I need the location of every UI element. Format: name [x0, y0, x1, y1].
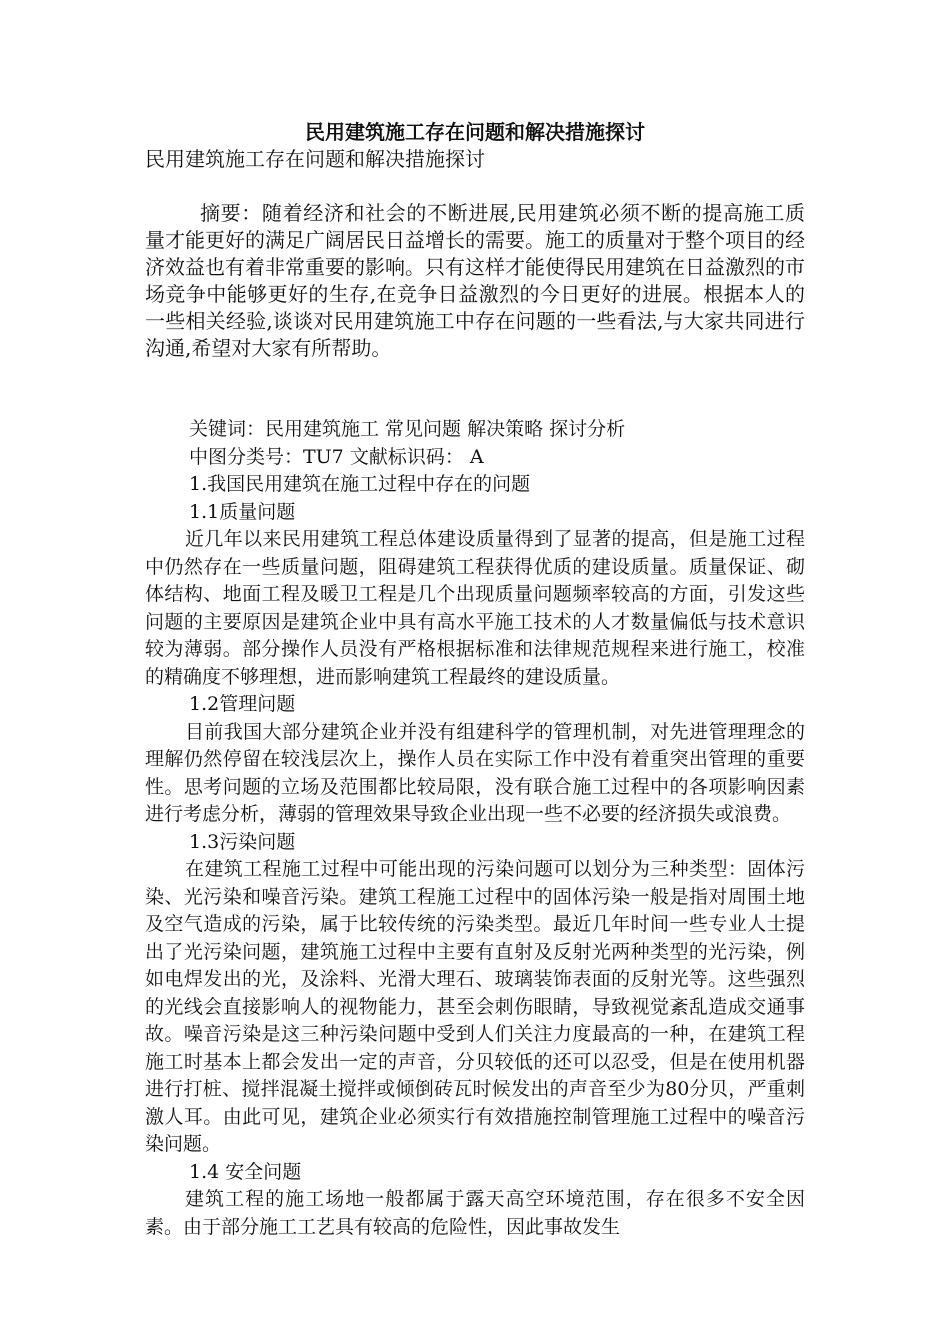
paragraph-quality: 近几年以来民用建筑工程总体建设质量得到了显著的提高，但是施工过程中仍然存在一些质量问题，阻碍建筑工程获得优质的建设质量。质量保证、砌体结构、地面工程及暖卫工程是几个出现质量问题频率较高的方面，引发这些问题的主要原因是建筑企业中具有高水平施工技术的人才数量偏低与技术意识较为薄弱。部分操作人员没有严格根据标准和法律规范规程来进行施工，校准的精确度不够理想，进而影响建筑工程最终的建设质量。	[145, 528, 805, 688]
subsection-heading-pollution: 1.3污染问题	[189, 830, 296, 853]
document-subtitle: 民用建筑施工存在问题和解决措施探讨	[145, 147, 485, 171]
subsection-heading-safety: 1.4 安全问题	[189, 1160, 302, 1183]
spacer	[145, 362, 805, 416]
section-heading: 1.我国民用建筑在施工过程中存在的问题	[189, 473, 531, 495]
paragraph-pollution: 在建筑工程施工过程中可能出现的污染问题可以划分为三种类型：固体污染、光污染和噪音污染。建筑工程施工过程中的固体污染一般是指对周围土地及空气造成的污染，属于比较传统的污染类型。最近几年时间一些专业人士提出了光污染问题，建筑施工过程中主要有直射及反射光两种类型的光污染，例如电焊发出的光，及涂料、光滑大理石、玻璃装饰表面的反射光等。这些强烈的光线会直接影响人的视物能力，甚至会刺伤眼睛，导致视觉紊乱造成交通事故。噪音污染是这三种污染问题中受到人们关注力度最高的一种，在建筑工程施工时基本上都会发出一定的声音，分贝较低的还可以忍受，但是在使用机器进行打桩、搅拌混凝土搅拌或倾倒砖瓦时候发出的声音至少为80分贝，严重刺激人耳。由此可见，建筑企业必须实行有效措施控制管理施工过程中的噪音污染问题。	[145, 858, 805, 1155]
paragraph-management: 目前我国大部分建筑企业并没有组建科学的管理机制，对先进管理理念的理解仍然停留在较浅层次上，操作人员在实际工作中没有着重突出管理的重要性。思考问题的立场及范围都比较局限，没有联合施工过程中的各项影响因素进行考虑分析，薄弱的管理效果导致企业出现一些不必要的经济损失或浪费。	[145, 720, 805, 825]
subsection-heading-quality: 1.1质量问题	[189, 500, 296, 523]
paragraph-safety: 建筑工程的施工场地一般都属于露天高空环境范围，存在很多不安全因素。由于部分施工工艺具有较高的危险性，因此事故发生	[145, 1188, 805, 1238]
document-page	[145, 118, 805, 1241]
classification-line: 中图分类号：TU7 文献标识码： A	[189, 445, 484, 468]
abstract-paragraph: 摘要：随着经济和社会的不断进展,民用建筑必须不断的提高施工质量才能更好的满足广阔居民日益增长的需要。施工的质量对于整个项目的经济效益也有着非常重要的影响。只有这样才能使得民用建筑在日益激烈的市场竞争中能够更好的生存,在竞争日益激烈的今日更好的进展。根据本人的一些相关经验,谈谈对民用建筑施工中存在问题的一些看法,与大家共同进行沟通,希望对大家有所帮助。	[145, 201, 805, 360]
document-title: 民用建筑施工存在问题和解决措施探讨	[305, 120, 645, 144]
keywords-line: 关键词：民用建筑施工 常见问题 解决策略 探讨分析	[189, 418, 626, 440]
subsection-heading-management: 1.2管理问题	[189, 693, 296, 715]
